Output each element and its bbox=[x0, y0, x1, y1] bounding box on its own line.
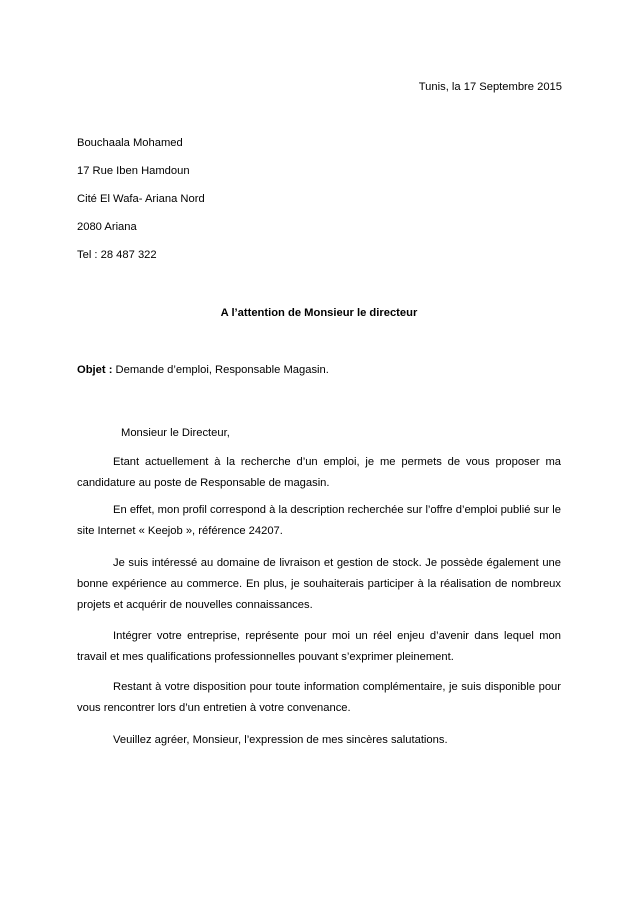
subject-label: Objet : bbox=[77, 364, 113, 376]
paragraph bbox=[77, 553, 561, 616]
paragraph-text: Etant actuellement à la recherche d’un emploi, je me permets de vous proposer ma candidature au poste de Responsable de magasin. bbox=[77, 456, 561, 489]
paragraph bbox=[77, 626, 561, 668]
subject-text: Demande d’emploi, Responsable Magasin. bbox=[112, 364, 329, 376]
paragraph-text: Intégrer votre entreprise, représente pour moi un réel enjeu d’avenir dans lequel mon travail et mes qualifications professionnelles pouvant s’exprimer pleinement. bbox=[77, 630, 561, 663]
paragraph-text: Restant à votre disposition pour toute information complémentaire, je suis disponible pour vous rencontrer lors d’un entretien à votre convenance. bbox=[77, 681, 561, 714]
sender-city: 2080 Ariana bbox=[77, 221, 137, 233]
paragraph-text: Veuillez agréer, Monsieur, l’expression de mes sincères salutations. bbox=[113, 734, 448, 746]
salutation: Monsieur le Directeur, bbox=[121, 427, 230, 439]
recipient-line: A l’attention de Monsieur le directeur bbox=[220, 307, 418, 319]
date-line: Tunis, la 17 Septembre 2015 bbox=[418, 81, 562, 93]
paragraph bbox=[77, 677, 561, 719]
subject-line bbox=[77, 363, 329, 377]
sender-district: Cité El Wafa- Ariana Nord bbox=[77, 193, 205, 205]
paragraph bbox=[77, 500, 561, 542]
sender-name: Bouchaala Mohamed bbox=[77, 137, 183, 149]
sender-phone: Tel : 28 487 322 bbox=[77, 249, 157, 261]
paragraph-text: Je suis intéressé au domaine de livraison et gestion de stock. Je possède également une bonne expérience au commerce. En plus, je souhaiterais participer à la réalisation de nombreux projets et acquérir de nouvelles connaissances. bbox=[77, 557, 561, 611]
paragraph bbox=[77, 730, 561, 751]
paragraph-text: En effet, mon profil correspond à la description recherchée sur l’offre d’emploi publié sur le site Internet « Keejob », référence 24207. bbox=[77, 504, 561, 537]
sender-street: 17 Rue Iben Hamdoun bbox=[77, 165, 190, 177]
paragraph bbox=[77, 452, 561, 494]
